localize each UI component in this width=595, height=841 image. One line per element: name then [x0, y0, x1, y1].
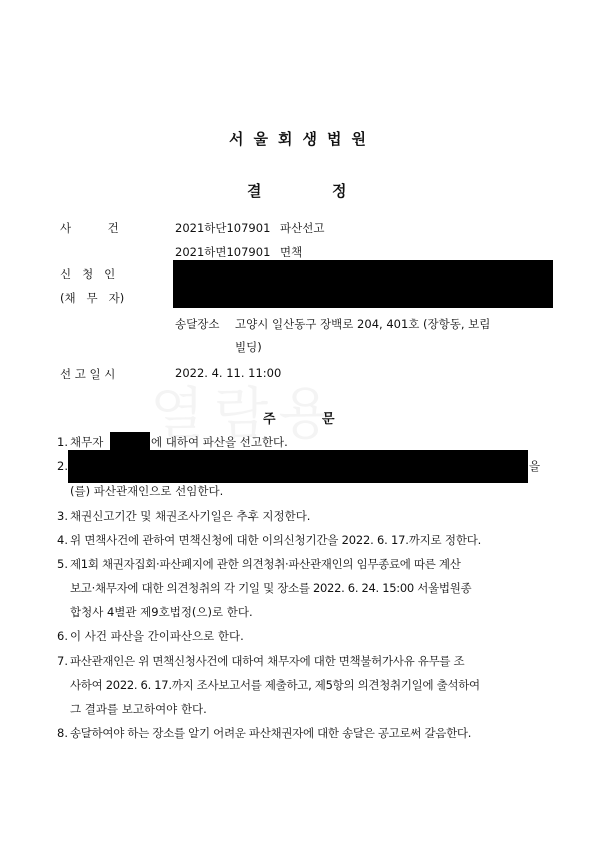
order-number: 3. — [57, 509, 68, 523]
order-number: 6. — [57, 629, 68, 643]
case-type-1: 파산선고 — [280, 221, 325, 235]
order-text: 송달하여야 하는 장소를 알기 어려운 파산채권자에 대한 송달은 공고로써 갈음한다. — [70, 726, 472, 740]
applicant-label: 신 청 인 — [60, 267, 116, 281]
order-text: 위 면책사건에 관하여 면책신청에 대한 이의신청기간을 2022. 6. 17.까지로 정한다. — [70, 533, 482, 547]
order-text: 에 대하여 파산을 선고한다. — [151, 435, 288, 449]
date-label: 선 고 일 시 — [60, 367, 116, 381]
address-line-1: 고양시 일산동구 장백로 204, 401호 (장항동, 보림 — [235, 317, 491, 331]
redacted-applicant — [173, 260, 553, 308]
debtor-label: (채 무 자) — [60, 291, 125, 305]
address-label: 송달장소 — [175, 317, 220, 331]
order-number: 2. — [57, 459, 68, 473]
order-text: 을 — [529, 459, 541, 473]
court-name: 서울회생법원 — [229, 130, 376, 148]
order-text: 보고·채무자에 대한 의견청취의 각 기일 및 장소를 2022. 6. 24. 15:00 서울법원종 — [70, 581, 472, 595]
order-text: (를) 파산관재인으로 선임한다. — [70, 484, 224, 498]
order-text: 채무자 — [70, 435, 104, 449]
doc-title-char-1: 결 — [247, 182, 262, 200]
doc-title-char-2: 정 — [332, 182, 347, 200]
address-line-2: 빌딩) — [235, 340, 262, 354]
order-title-char-2: 문 — [322, 412, 335, 427]
order-number: 1. — [57, 435, 68, 449]
redacted-debtor-name — [110, 432, 150, 452]
order-text: 제1회 채권자집회·파산폐지에 관한 의견청취·파산관재인의 임무종료에 따른 계산 — [70, 557, 461, 571]
order-text: 이 사건 파산을 간이파산으로 한다. — [70, 629, 244, 643]
order-number: 5. — [57, 557, 68, 571]
date-value: 2022. 4. 11. 11:00 — [175, 366, 282, 380]
order-text: 그 결과를 보고하여야 한다. — [70, 702, 207, 716]
order-text: 합청사 4별관 제9호법정(으)로 한다. — [70, 605, 253, 619]
order-text: 파산관재인은 위 면책신청사건에 대하여 채무자에 대한 면책불허가사유 유무를 조 — [70, 654, 465, 668]
case-number-2: 2021하면107901 — [175, 245, 271, 259]
order-number: 4. — [57, 533, 68, 547]
case-label: 사 건 — [60, 221, 119, 235]
order-number: 8. — [57, 726, 68, 740]
order-number: 7. — [57, 654, 68, 668]
order-text: 채권신고기간 및 채권조사기일은 추후 지정한다. — [70, 509, 311, 523]
order-text: 사하여 2022. 6. 17.까지 조사보고서를 제출하고, 제5항의 의견청취기일에 출석하여 — [70, 678, 480, 692]
case-type-2: 면책 — [280, 245, 303, 259]
redacted-trustee — [68, 450, 528, 483]
order-title-char-1: 주 — [263, 412, 276, 427]
case-number-1: 2021하단107901 — [175, 221, 271, 235]
